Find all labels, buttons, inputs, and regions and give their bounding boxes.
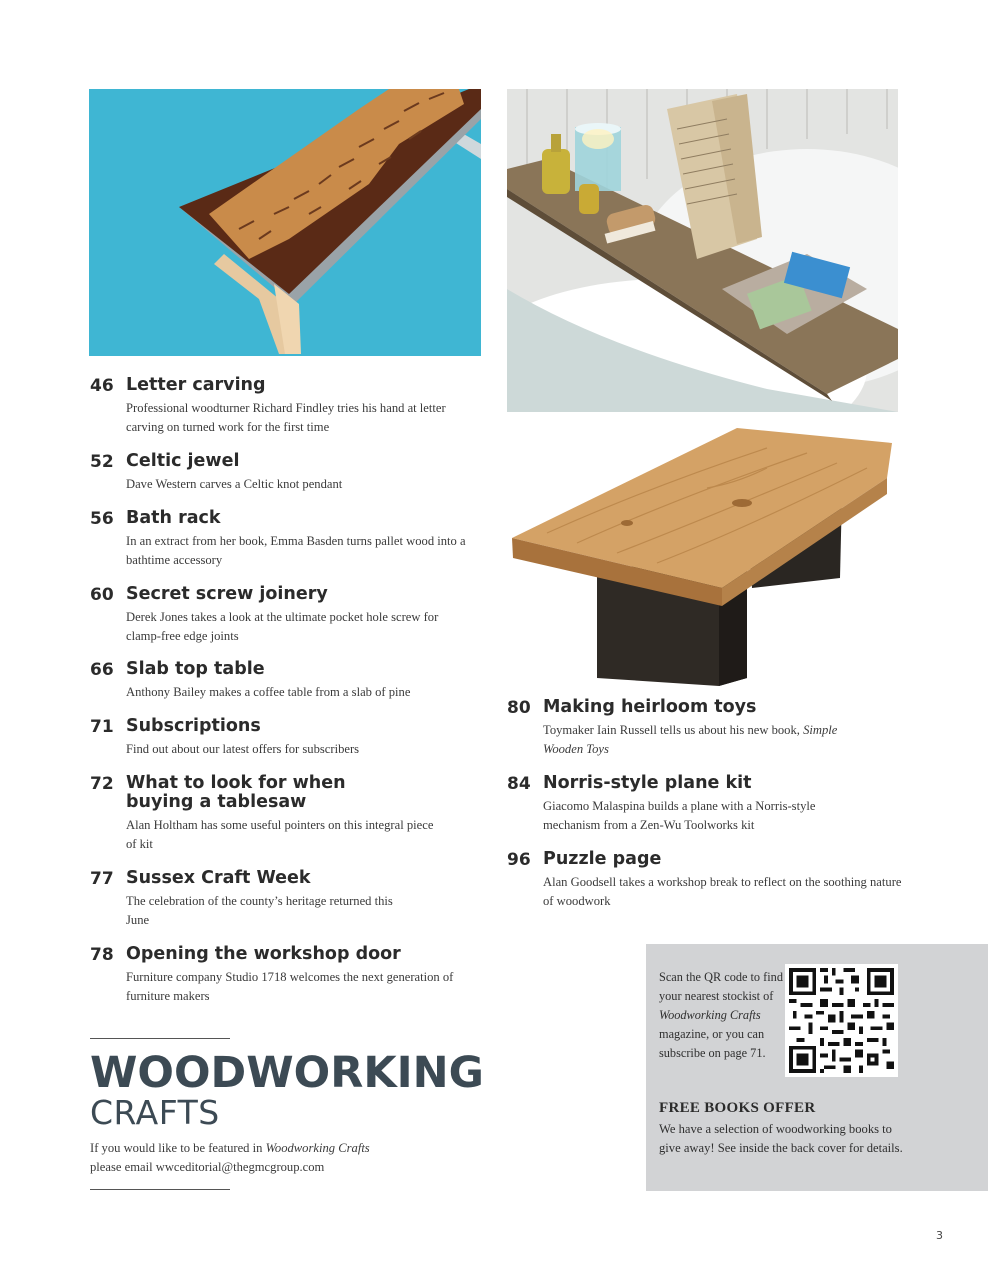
page-number-label: 77 — [90, 869, 114, 889]
article-title: Letter carving — [126, 375, 266, 395]
qr-code[interactable] — [785, 964, 898, 1077]
bench-photo — [89, 89, 481, 356]
article-title: Puzzle page — [543, 849, 662, 869]
article-description: Professional woodturner Richard Findley tries his hand at letter carving on turned work for the first time — [126, 401, 446, 434]
article-title: Secret screw joinery — [126, 584, 328, 604]
article-description: In an extract from her book, Emma Basden turns pallet wood into a bathtime accessory — [126, 534, 466, 567]
article-description: Derek Jones takes a look at the ultimate pocket hole screw for clamp-free edge joints — [126, 610, 439, 643]
page-number-label: 72 — [90, 774, 114, 794]
qr-scan-text: Scan the QR code to find your nearest stockist of Woodworking Crafts magazine, or you can subscribe on page 71. — [659, 970, 783, 1060]
article-description: Dave Western carves a Celtic knot pendant — [126, 477, 343, 491]
divider — [90, 1189, 230, 1190]
page-number-label: 60 — [90, 585, 114, 605]
page-number-label: 80 — [507, 698, 531, 718]
article-title: What to look for when buying a tablesaw — [126, 773, 346, 812]
article-description: Find out about our latest offers for subscribers — [126, 742, 360, 756]
article-title: Bath rack — [126, 508, 221, 528]
article-description: Giacomo Malaspina builds a plane with a Norris-style mechanism from a Zen-Wu Toolworks kit — [543, 799, 816, 832]
bath-rack-photo — [507, 89, 898, 412]
promo-box — [646, 944, 988, 1191]
article-title: Celtic jewel — [126, 451, 240, 471]
contact-text: If you would like to be featured in Woodworking Crafts please email wwceditorial@thegmcgroup.com — [90, 1141, 370, 1174]
article-title: Making heirloom toys — [543, 697, 757, 717]
divider — [90, 1038, 230, 1039]
article-description: Furniture company Studio 1718 welcomes the next generation of furniture makers — [126, 970, 454, 1003]
page-number-label: 46 — [90, 376, 114, 396]
magazine-logo: WOODWORKING — [90, 1048, 484, 1098]
article-title: Opening the workshop door — [126, 944, 401, 964]
page-number-label: 56 — [90, 509, 114, 529]
article-title: Slab top table — [126, 659, 265, 679]
page-number-label: 71 — [90, 717, 114, 737]
offer-text: We have a selection of woodworking books to give away! See inside the back cover for details. — [659, 1122, 903, 1155]
page-number-label: 66 — [90, 660, 114, 680]
article-description: The celebration of the county’s heritage returned this June — [126, 894, 393, 927]
page-number-label: 84 — [507, 774, 531, 794]
article-title: Norris-style plane kit — [543, 773, 752, 793]
slab-table-photo — [507, 428, 898, 686]
page-number: 3 — [936, 1229, 943, 1242]
article-title: Subscriptions — [126, 716, 261, 736]
page-number-label: 96 — [507, 850, 531, 870]
article-description: Alan Goodsell takes a workshop break to reflect on the soothing nature of woodwork — [543, 875, 902, 908]
article-description: Alan Holtham has some useful pointers on this integral piece of kit — [126, 818, 434, 851]
article-title: Sussex Craft Week — [126, 868, 311, 888]
magazine-logo-sub: CRAFTS — [90, 1093, 220, 1132]
page-number-label: 78 — [90, 945, 114, 965]
offer-title: FREE BOOKS OFFER — [659, 1100, 816, 1116]
article-description: Toymaker Iain Russell tells us about his new book, Simple Wooden Toys — [543, 723, 838, 756]
page-number-label: 52 — [90, 452, 114, 472]
article-description: Anthony Bailey makes a coffee table from a slab of pine — [126, 685, 411, 699]
